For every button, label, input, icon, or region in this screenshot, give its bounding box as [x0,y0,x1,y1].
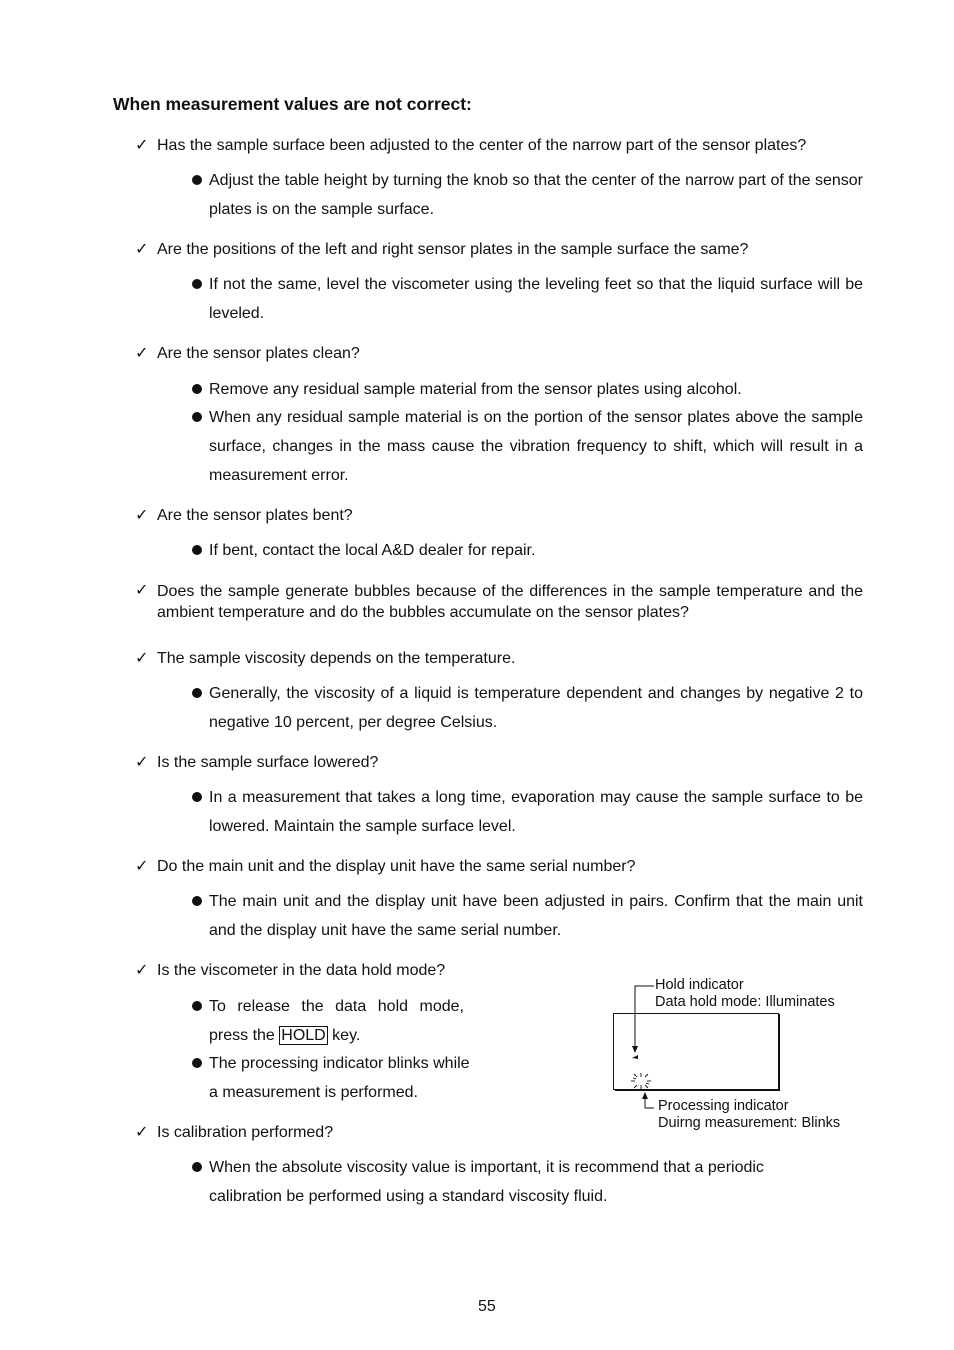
processing-indicator-label: Processing indicator [658,1098,789,1114]
bullet-icon [192,384,202,394]
question-3: Are the sensor plates clean? [157,345,360,362]
bullet-icon [192,1162,202,1172]
answer-9-1 [209,992,464,1050]
check-icon: ✓ [135,241,149,258]
display-frame [614,1014,779,1090]
answer-10-1: When the absolute viscosity value is important, it is recommend that a periodic calibration be performed using a standard viscosity fluid. [209,1159,764,1205]
processing-mode-label: Duirng measurement: Blinks [658,1115,841,1131]
hold-arrowhead [632,1046,638,1053]
answer-9-1-text: To release the data hold mode, press the [209,998,464,1044]
answer-9-1-tail: key. [327,1027,361,1044]
answer-3-1: Remove any residual sample material from the sensor plates using alcohol. [209,381,742,398]
hold-indicator-label: Hold indicator [655,977,744,993]
answer-9-2: The processing indicator blinks while a measurement is performed. [209,1055,470,1101]
bullet-icon [192,688,202,698]
question-4: Are the sensor plates bent? [157,507,353,524]
bullet-icon [192,896,202,906]
answer-7-1: In a measurement that takes a long time, evaporation may cause the sample surface to be lowered. Maintain the sample surface level. [209,789,863,835]
section-heading: When measurement values are not correct: [113,94,472,114]
bullet-icon [192,175,202,185]
question-5: Does the sample generate bubbles because of the differences in the sample temperature and the ambient temperature and do the bubbles accumulate on the sensor plates? [157,583,863,621]
question-6: The sample viscosity depends on the temperature. [157,650,516,667]
check-icon: ✓ [135,754,149,771]
check-icon: ✓ [135,582,149,599]
check-icon: ✓ [135,962,149,979]
processing-indicator-icon [631,1073,651,1089]
check-icon: ✓ [135,137,149,154]
answer-6-1: Generally, the viscosity of a liquid is temperature dependent and changes by negative 2 to negative 10 percent, per degree Celsius. [209,685,863,731]
hold-mode-label: Data hold mode: Illuminates [655,994,835,1010]
answer-4-1: If bent, contact the local A&D dealer for repair. [209,542,536,559]
question-8: Do the main unit and the display unit have the same serial number? [157,858,636,875]
answer-8-1: The main unit and the display unit have been adjusted in pairs. Confirm that the main unit and the display unit have the same serial number. [209,893,863,939]
question-9: Is the viscometer in the data hold mode? [157,962,446,979]
check-icon: ✓ [135,345,149,362]
bullet-icon [192,792,202,802]
check-icon: ✓ [135,858,149,875]
answer-3-2: When any residual sample material is on the portion of the sensor plates above the sample surface, changes in the mass cause the vibration frequency to shift, which will result in a measurement error. [209,409,863,484]
bullet-icon [192,1001,202,1011]
question-1: Has the sample surface been adjusted to the center of the narrow part of the sensor plates? [157,137,807,154]
bullet-icon [192,1058,202,1068]
check-icon: ✓ [135,650,149,667]
bullet-icon [192,412,202,422]
hold-indicator-mark [632,1055,638,1059]
question-10: Is calibration performed? [157,1124,334,1141]
answer-1-1: Adjust the table height by turning the knob so that the center of the narrow part of the sensor plates is on the sample surface. [209,172,863,218]
question-2: Are the positions of the left and right sensor plates in the sample surface the same? [157,241,749,258]
page-number: 55 [478,1298,496,1315]
question-7: Is the sample surface lowered? [157,754,379,771]
check-icon: ✓ [135,507,149,524]
processing-arrowhead [642,1092,648,1099]
hold-leader-line [635,986,654,1050]
answer-2-1: If not the same, level the viscometer using the leveling feet so that the liquid surface will be leveled. [209,276,863,322]
indicator-diagram [600,972,900,1142]
bullet-icon [192,279,202,289]
check-icon: ✓ [135,1124,149,1141]
bullet-icon [192,545,202,555]
hold-key: HOLD [281,1027,326,1044]
